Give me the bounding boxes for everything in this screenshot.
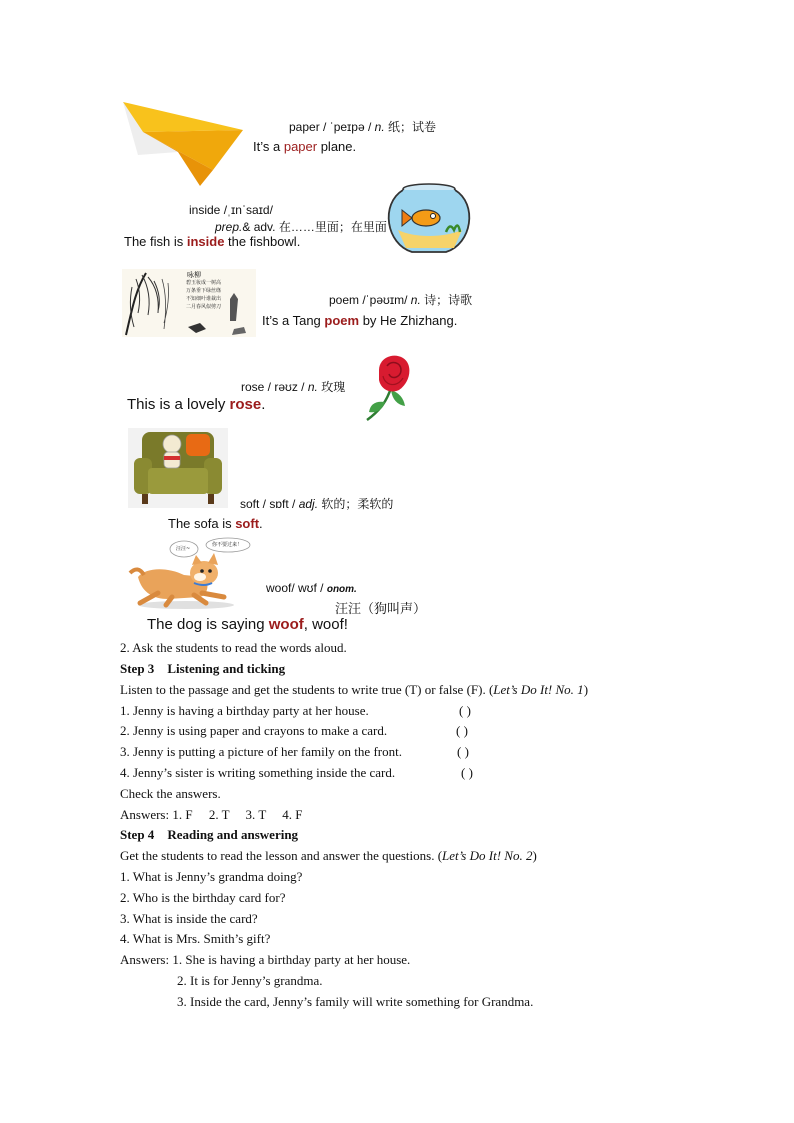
step4-heading: Step 4 Reading and answering bbox=[120, 827, 299, 842]
step4-question-4: 4. What is Mrs. Smith’s gift? bbox=[120, 931, 271, 946]
dog-image bbox=[128, 537, 256, 611]
vocab-soft-phonetic: soft / sɒft / adj. 软的；柔软的 bbox=[240, 497, 394, 511]
step3-question-2: 2. Jenny is using paper and crayons to make a card. bbox=[120, 723, 388, 738]
answer-blank-2[interactable]: ( ) bbox=[456, 723, 468, 738]
answer-blank-3[interactable]: ( ) bbox=[457, 744, 469, 759]
poem-image-title: 咏柳 bbox=[187, 271, 201, 279]
poem-image-lines: 碧玉妆成一树高 万条垂下绿丝绦 不知细叶谁裁出 二月春风似剪刀 bbox=[186, 280, 222, 310]
vocab-woof-meaning: 汪汪（狗叫声） bbox=[335, 601, 427, 616]
paper-plane-image bbox=[118, 100, 248, 190]
step4-question-2: 2. Who is the birthday card for? bbox=[120, 890, 286, 905]
vocab-rose-phonetic: rose / rəʊz / n. 玫瑰 bbox=[241, 380, 346, 394]
vocab-paper-phonetic: paper / ˈpeɪpə / n. 纸；试卷 bbox=[289, 120, 437, 134]
vocab-inside-meaning: prep.& adv. 在……里面；在里面 bbox=[215, 220, 387, 234]
vocab-inside-sentence: The fish is inside the fishbowl. bbox=[124, 234, 301, 249]
instruction-read-aloud: 2. Ask the students to read the words aloud. bbox=[120, 640, 347, 655]
step4-intro: Get the students to read the lesson and answer the questions. (Let’s Do It! No. 2) bbox=[120, 848, 537, 863]
step4-question-3: 3. What is inside the card? bbox=[120, 911, 258, 926]
answer-blank-1[interactable]: ( ) bbox=[459, 703, 471, 718]
step4-question-1: 1. What is Jenny’s grandma doing? bbox=[120, 869, 303, 884]
vocab-rose-sentence: This is a lovely rose. bbox=[127, 396, 266, 413]
answer-blank-4[interactable]: ( ) bbox=[461, 765, 473, 780]
step3-intro: Listen to the passage and get the students to write true (T) or false (F). (Let’s Do It! No. 1) bbox=[120, 682, 589, 697]
dog-bubble-1: 汪汪~ bbox=[176, 546, 191, 552]
step3-question-1: 1. Jenny is having a birthday party at her house. bbox=[120, 703, 369, 718]
dog-bubble-2: 你不要过来！ bbox=[212, 542, 243, 548]
vocab-poem-sentence: It’s a Tang poem by He Zhizhang. bbox=[262, 313, 458, 328]
vocab-poem-phonetic: poem /ˈpəʊɪm/ n. 诗；诗歌 bbox=[329, 293, 473, 307]
sofa-image bbox=[128, 428, 228, 508]
vocab-inside-phonetic: inside /ˌɪnˈsaɪd/ bbox=[189, 203, 273, 217]
step3-heading: Step 3 Listening and ticking bbox=[120, 661, 286, 676]
step3-question-4: 4. Jenny’s sister is writing something inside the card. bbox=[120, 765, 396, 780]
check-answers: Check the answers. bbox=[120, 786, 221, 801]
step4-answer-2: 2. It is for Jenny’s grandma. bbox=[177, 973, 323, 988]
vocab-soft-sentence: The sofa is soft. bbox=[168, 516, 263, 531]
vocab-paper-sentence: It’s a paper plane. bbox=[253, 139, 357, 154]
step4-answer-1: Answers: 1. She is having a birthday party at her house. bbox=[120, 952, 411, 967]
vocab-woof-sentence: The dog is saying woof, woof! bbox=[147, 616, 348, 633]
vocab-woof-phonetic: woof/ wʊf / onom. bbox=[266, 581, 357, 595]
step4-answer-3: 3. Inside the card, Jenny’s family will write something for Grandma. bbox=[177, 994, 534, 1009]
step3-question-3: 3. Jenny is putting a picture of her family on the front. bbox=[120, 744, 402, 759]
fishbowl-image bbox=[384, 182, 474, 256]
poem-image bbox=[122, 269, 256, 337]
step3-answers: Answers: 1. F 2. T 3. T 4. F bbox=[120, 807, 303, 822]
rose-image bbox=[361, 352, 421, 422]
